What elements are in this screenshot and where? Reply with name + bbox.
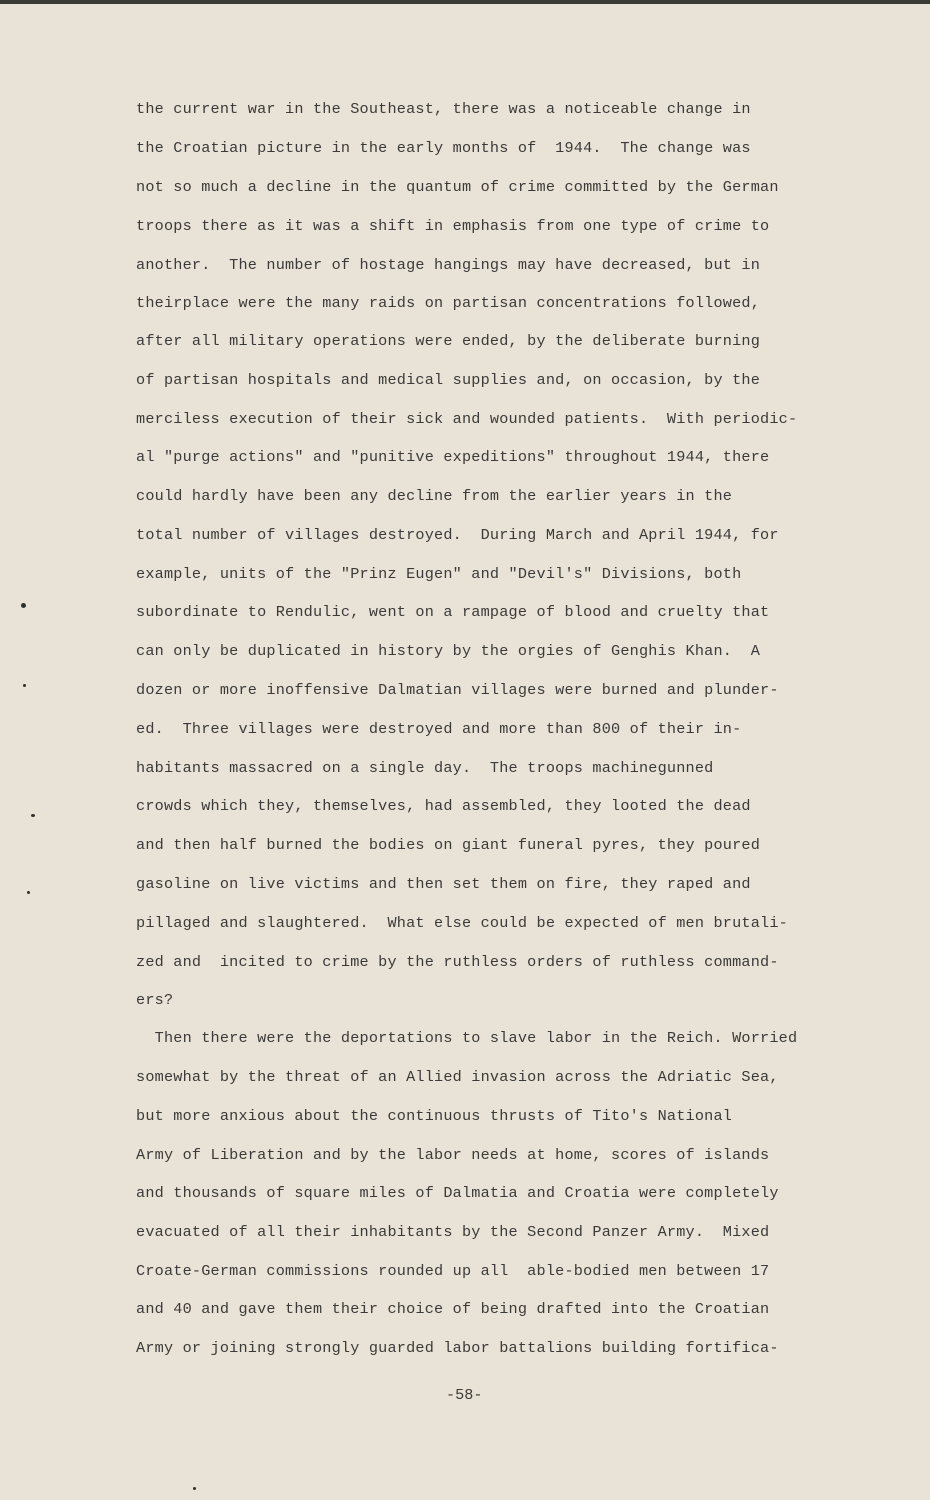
text-line: pillaged and slaughtered. What else could be expected of men brutali- [136, 914, 788, 932]
text-line: Then there were the deportations to slave labor in the Reich. Worried [136, 1029, 798, 1047]
text-line: zed and incited to crime by the ruthless orders of ruthless command- [136, 953, 779, 971]
text-line: another. The number of hostage hangings may have decreased, but in [136, 256, 761, 274]
text-line: subordinate to Rendulic, went on a rampage of blood and cruelty that [136, 603, 770, 621]
text-line: example, units of the "Prinz Eugen" and "Devil's" Divisions, both [136, 565, 742, 583]
text-line: al "purge actions" and "punitive expeditions" throughout 1944, there [136, 448, 770, 466]
text-line: after all military operations were ended, by the deliberate burning [136, 332, 761, 350]
text-line: can only be duplicated in history by the orgies of Genghis Khan. A [136, 642, 761, 660]
text-line: the Croatian picture in the early months of 1944. The change was [136, 139, 751, 157]
text-line: dozen or more inoffensive Dalmatian villages were burned and plunder- [136, 681, 779, 699]
text-line: theirplace were the many raids on partisan concentrations followed, [136, 294, 761, 312]
text-line: crowds which they, themselves, had assembled, they looted the dead [136, 797, 751, 815]
text-line: Croate-German commissions rounded up all able-bodied men between 17 [136, 1262, 770, 1280]
text-line: could hardly have been any decline from the earlier years in the [136, 487, 733, 505]
text-line: and then half burned the bodies on giant funeral pyres, they poured [136, 836, 761, 854]
page-number: -58- [446, 1386, 483, 1404]
text-line: somewhat by the threat of an Allied invasion across the Adriatic Sea, [136, 1068, 779, 1086]
text-line: ed. Three villages were destroyed and more than 800 of their in- [136, 720, 742, 738]
text-line: troops there as it was a shift in emphasis from one type of crime to [136, 217, 770, 235]
text-line: evacuated of all their inhabitants by the Second Panzer Army. Mixed [136, 1223, 770, 1241]
text-line: and thousands of square miles of Dalmatia and Croatia were completely [136, 1184, 779, 1202]
text-line: merciless execution of their sick and wounded patients. With periodic- [136, 410, 798, 428]
scan-speck [21, 603, 26, 608]
text-line: total number of villages destroyed. During March and April 1944, for [136, 526, 779, 544]
text-line: gasoline on live victims and then set them on fire, they raped and [136, 875, 751, 893]
text-line: Army of Liberation and by the labor needs at home, scores of islands [136, 1146, 770, 1164]
scan-speck [23, 684, 26, 687]
text-line: and 40 and gave them their choice of being drafted into the Croatian [136, 1300, 770, 1318]
scan-speck [31, 814, 35, 817]
text-line: not so much a decline in the quantum of crime committed by the German [136, 178, 779, 196]
scan-speck [193, 1487, 196, 1490]
text-line: but more anxious about the continuous thrusts of Tito's National [136, 1107, 733, 1125]
text-line: ers? [136, 991, 174, 1009]
text-line: of partisan hospitals and medical supplies and, on occasion, by the [136, 371, 761, 389]
text-line: the current war in the Southeast, there was a noticeable change in [136, 100, 751, 118]
scan-speck [27, 891, 30, 894]
text-line: habitants massacred on a single day. The troops machinegunned [136, 759, 714, 777]
text-line: Army or joining strongly guarded labor battalions building fortifica- [136, 1339, 779, 1357]
